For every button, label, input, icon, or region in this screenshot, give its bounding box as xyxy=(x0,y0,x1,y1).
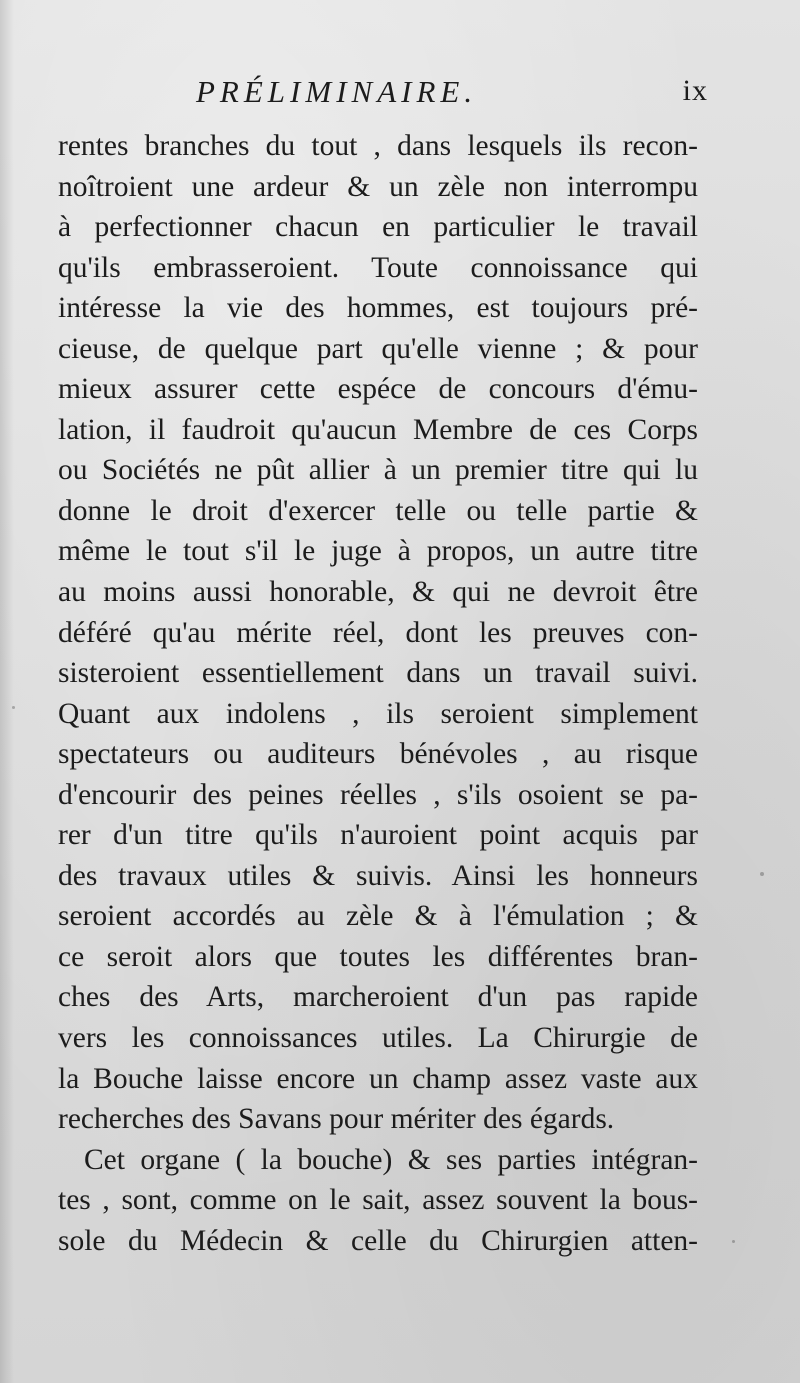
text-line: intéresse la vie des hommes, est toujours pré- xyxy=(58,292,698,325)
paper-speck xyxy=(12,706,15,709)
text-line: spectateurs ou auditeurs bénévoles , au risque xyxy=(58,738,698,771)
body-text xyxy=(58,126,698,1261)
text-line: noîtroient une ardeur & un zèle non interrompu xyxy=(58,170,698,203)
text-line: lation, il faudroit qu'aucun Membre de ces Corps xyxy=(58,413,698,446)
text-line: qu'ils embrasseroient. Toute connoissance qui xyxy=(58,251,698,284)
text-line: cieuse, de quelque part qu'elle vienne ; & pour xyxy=(58,332,698,365)
text-line: des travaux utiles & suivis. Ainsi les honneurs xyxy=(58,859,698,892)
text-line: recherches des Savans pour mériter des égards. xyxy=(58,1103,615,1136)
text-line: seroient accordés au zèle & à l'émulation ; & xyxy=(58,900,698,933)
text-line: à perfectionner chacun en particulier le travail xyxy=(58,211,698,244)
text-line: rentes branches du tout , dans lesquels ils recon- xyxy=(58,130,698,162)
text-line: rer d'un titre qu'ils n'auroient point acquis par xyxy=(58,819,698,852)
page-header xyxy=(60,74,708,118)
text-line: vers les connoissances utiles. La Chirurgie de xyxy=(58,1022,698,1055)
text-line: même le tout s'il le juge à propos, un autre titre xyxy=(58,535,698,568)
text-line: tes , sont, comme on le sait, assez souvent la bous- xyxy=(58,1184,698,1217)
paper-speck xyxy=(760,872,764,876)
text-line: au moins aussi honorable, & qui ne devroit être xyxy=(58,576,698,609)
text-line: mieux assurer cette espéce de concours d'ému- xyxy=(58,373,698,406)
text-line: donne le droit d'exercer telle ou telle partie & xyxy=(58,494,698,527)
running-head: PRÉLIMINAIRE. xyxy=(196,74,478,109)
text-line: ou Sociétés ne pût allier à un premier titre qui lu xyxy=(58,454,698,487)
paper-speck xyxy=(732,1240,735,1243)
text-line: sole du Médecin & celle du Chirurgien atten- xyxy=(58,1224,698,1257)
text-line: ches des Arts, marcheroient d'un pas rapide xyxy=(58,981,698,1014)
text-line: sisteroient essentiellement dans un travail suivi. xyxy=(58,657,698,690)
text-line: la Bouche laisse encore un champ assez vaste aux xyxy=(58,1062,698,1095)
page-gutter-shadow xyxy=(0,0,14,1383)
text-line: d'encourir des peines réelles , s'ils osoient se pa- xyxy=(58,778,698,811)
text-line: Cet organe ( la bouche) & ses parties intégran- xyxy=(84,1143,698,1176)
page-number: ix xyxy=(682,74,708,107)
text-line: ce seroit alors que toutes les différentes bran- xyxy=(58,940,698,973)
text-line: déféré qu'au mérite réel, dont les preuves con- xyxy=(58,616,698,649)
text-line: Quant aux indolens , ils seroient simplement xyxy=(58,697,698,730)
